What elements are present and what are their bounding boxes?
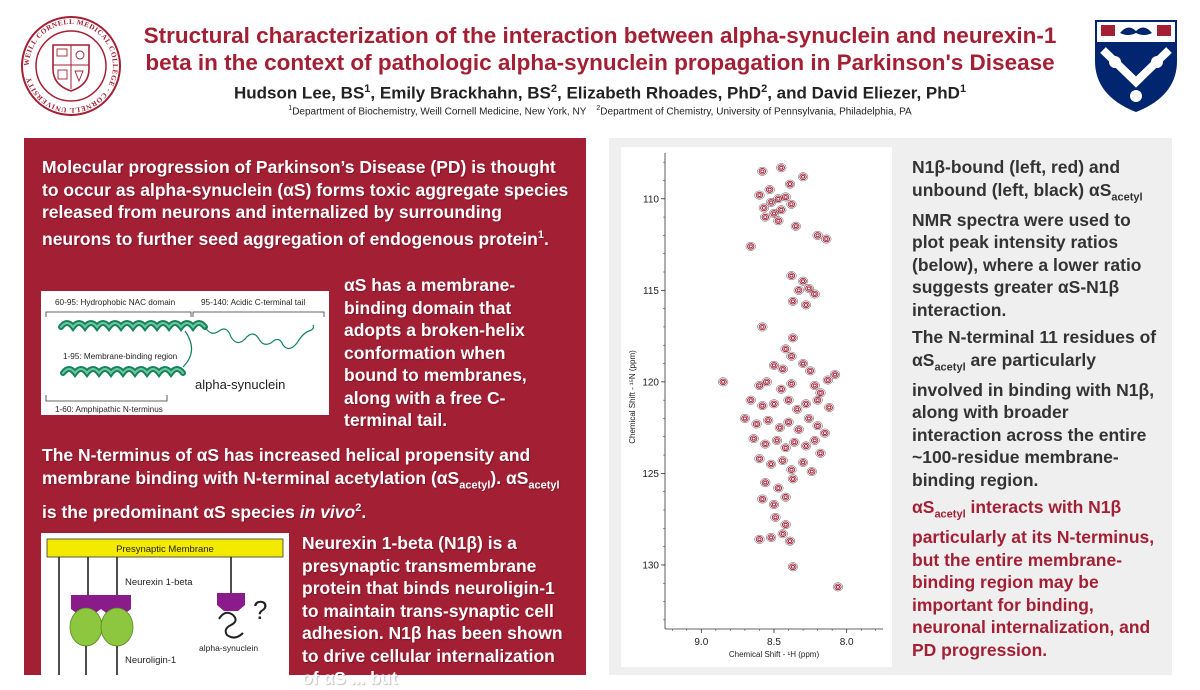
nmr-description-paragraph — [912, 156, 1162, 321]
nmr-text: N1β-bound (left, red) and unbound (left, black) αS — [912, 157, 1121, 200]
nmr-peak — [759, 204, 769, 212]
intro-paragraph — [42, 156, 572, 250]
nmr-peak — [758, 401, 768, 409]
nmr-peak — [769, 361, 779, 369]
nmr-peak — [781, 345, 791, 353]
nmr-peak — [788, 475, 798, 483]
nmr-peak — [781, 193, 791, 201]
nmr-peak — [749, 434, 759, 442]
nmr-peak — [792, 405, 802, 413]
nmr-peak — [775, 423, 785, 431]
author-name: David Eliezer, PhD — [811, 83, 960, 103]
amphipathic-label: 1-60: Amphipathic N-terminus — [55, 405, 163, 414]
asyn-label: alpha-synuclein — [199, 643, 259, 653]
nmr-peak — [810, 381, 820, 389]
nmr-peak — [801, 400, 811, 408]
conclusion-text: αS — [912, 497, 935, 517]
nmr-peak — [801, 442, 811, 450]
nmr-peak — [774, 484, 784, 492]
nmr-peak — [788, 563, 798, 571]
question-mark: ? — [253, 595, 268, 625]
intro-text: Molecular progression of Parkinson’s Disease (PD) is thought to occur as alpha-synuclein (αS) forms toxic aggregate species released from neurons and internalized by surrounding neurons to further seed aggregation of endogenous protein — [42, 157, 569, 249]
nmr-peak — [807, 467, 817, 475]
nmr-peak — [771, 513, 781, 521]
nmr-peak — [785, 180, 795, 188]
acetylation-text: ). αS — [490, 467, 529, 488]
nmr-peak — [813, 396, 823, 404]
nmr-peak — [746, 242, 756, 250]
nmr-peak — [787, 200, 797, 208]
nmr-peak — [774, 217, 784, 225]
nmr-peak — [823, 376, 833, 384]
penn-shield-icon — [1093, 18, 1179, 114]
author-name: Hudson Lee, BS — [233, 83, 365, 103]
poster-header — [0, 0, 1200, 125]
nmr-peak — [820, 429, 830, 437]
author-affil-sup: 1 — [364, 83, 371, 95]
nmr-peak — [752, 420, 762, 428]
nmr-peak — [760, 213, 770, 221]
nmr-peak — [776, 206, 786, 214]
nmr-peak — [774, 195, 784, 203]
nmr-peak — [821, 235, 831, 243]
nmr-peak — [781, 444, 791, 452]
nmr-peak — [787, 352, 797, 360]
acetyl-subscript: acetyl — [1111, 191, 1143, 203]
citation-sup: 2 — [355, 501, 362, 514]
nmr-peak — [740, 414, 750, 422]
acetylation-text: The N-terminus of αS has increased helical propensity and membrane binding with N-terminal acetylation (αS — [42, 445, 531, 488]
nmr-peak — [788, 297, 798, 305]
conclusion-paragraph — [912, 496, 1162, 661]
nmr-peak — [784, 418, 794, 426]
nmr-peak — [787, 466, 797, 474]
y-tick-label: 125 — [642, 468, 659, 480]
acetyl-subscript: acetyl — [934, 361, 966, 373]
nac-domain-label: 60-95: Hydrophobic NAC domain — [55, 298, 176, 307]
nmr-peak — [806, 367, 816, 375]
acetyl-subscript: acetyl — [934, 508, 966, 521]
acetyl-subscript: acetyl — [459, 479, 491, 491]
nmr-peak — [788, 334, 798, 342]
nmr-peak — [769, 209, 779, 217]
nmr-peak — [772, 436, 782, 444]
nmr-peak — [776, 163, 786, 171]
conclusion-text: interacts with N1β particularly at its N-terminus, but the entire membrane-binding region may be important for binding, neuronal internalization, and PD progression. — [912, 497, 1155, 660]
citation-sup: 1 — [537, 228, 544, 241]
author-name: Elizabeth Rhoades, PhD — [566, 83, 762, 103]
nmr-peak — [798, 359, 808, 367]
y-tick-label: 130 — [642, 560, 659, 572]
y-axis-label: Chemical Shift - ¹⁵N (ppm) — [628, 350, 637, 444]
nmr-peak — [785, 537, 795, 545]
nmr-peak — [755, 535, 765, 543]
acetylation-text: is the predominant αS species — [42, 501, 300, 522]
cornell-seal-icon — [20, 15, 122, 117]
results-panel — [609, 138, 1172, 675]
nmr-peak — [810, 290, 820, 298]
author-separator: , — [370, 83, 380, 103]
nmr-peak — [784, 396, 794, 404]
nmr-peak — [801, 301, 811, 309]
nmr-peak — [824, 403, 834, 411]
synapse-diagram-figure — [41, 533, 289, 675]
nmr-peak — [790, 438, 800, 446]
nmr-peak — [791, 222, 801, 230]
nmr-peak — [755, 191, 765, 199]
nmr-peak — [798, 173, 808, 181]
author-list — [130, 78, 1070, 105]
nmr-peak — [778, 365, 788, 373]
affiliation-text: Department of Biochemistry, Weill Cornell Medicine, New York, NY — [292, 106, 587, 118]
x-tick-label: 8.5 — [767, 637, 781, 648]
nmr-peak — [766, 533, 776, 541]
nmr-peak — [769, 400, 779, 408]
nmr-peak — [769, 500, 779, 508]
nmr-peak — [778, 530, 788, 538]
nmr-text: NMR spectra were used to plot peak intensity ratios (below), where a lower ratio suggests greater αS-N1β interaction. — [912, 209, 1142, 320]
nmr-peak — [765, 185, 775, 193]
author-separator: , — [557, 83, 567, 103]
nmr-peak — [787, 271, 797, 279]
acetyl-subscript: acetyl — [528, 479, 560, 491]
acetylation-end: . — [361, 501, 367, 522]
author-name: Emily Brackhahn, BS — [379, 83, 551, 103]
nmr-peak — [787, 379, 797, 387]
nmr-peak — [798, 458, 808, 466]
nmr-peak — [746, 396, 756, 404]
presynaptic-membrane-label: Presynaptic Membrane — [116, 544, 214, 555]
affiliation-num: 2 — [596, 105, 601, 112]
nmr-peak — [758, 167, 768, 175]
protein-name-label: alpha-synuclein — [195, 377, 286, 392]
nmr-peak — [758, 495, 768, 503]
alpha-synuclein-structure-figure — [41, 291, 329, 415]
background-panel — [24, 138, 586, 688]
nmr-peak — [778, 456, 788, 464]
seal-text: WEILL CORNELL MEDICAL COLLEGE · CORNELL UNIVERSITY — [22, 17, 120, 115]
nmr-peak — [810, 436, 820, 444]
nmr-peak — [816, 449, 826, 457]
nmr-peak — [763, 416, 773, 424]
nmr-peak — [781, 493, 791, 501]
nmr-peak — [833, 583, 843, 591]
affiliation-num: 1 — [288, 105, 293, 112]
nmr-peak — [794, 425, 804, 433]
binding-text: are particularly involved in binding with N1β, along with broader interaction across the entire ~100-residue membrane-binding region. — [912, 349, 1155, 490]
nmr-peak — [813, 422, 823, 430]
x-tick-label: 9.0 — [694, 637, 709, 648]
author-affil-sup: 2 — [761, 83, 768, 95]
nmr-peak — [766, 460, 776, 468]
nmr-peak — [760, 478, 770, 486]
nmr-peak — [758, 323, 768, 331]
affiliation-text: Department of Chemistry, University of Pennsylvania, Philadelphia, PA — [600, 106, 912, 118]
nmr-peak — [781, 520, 791, 528]
poster-title: Structural characterization of the interaction between alpha-synuclein and neurexin-1 beta in the context of pathologic alpha-synuclein propagation in Parkinson's Disease — [143, 23, 1057, 75]
nmr-peak — [813, 231, 823, 239]
nmr-peak — [776, 385, 786, 393]
nmr-peak — [794, 286, 804, 294]
nmr-peak — [755, 455, 765, 463]
c-terminal-label: 95-140: Acidic C-terminal tail — [201, 298, 306, 307]
membrane-binding-label: 1-95: Membrane-binding region — [63, 352, 178, 361]
affiliation-list — [130, 103, 1070, 118]
in-vivo-italic: in vivo — [299, 501, 356, 522]
nmr-peak — [798, 277, 808, 285]
author-affil-sup: 2 — [550, 83, 558, 95]
nmr-peak — [755, 381, 765, 389]
binding-text: The N-terminal 11 residues of αS — [912, 327, 1157, 370]
y-tick-label: 110 — [643, 194, 659, 206]
membrane-domain-paragraph: αS has a membrane-binding domain that adopts a broken-helix conformation when bound to membranes, along with a free C-terminal tail. — [344, 275, 527, 430]
author-separator: , and — [767, 83, 812, 103]
neurexin-paragraph: Neurexin 1-beta (N1β) is a presynaptic transmembrane protein that binds neuroligin-1 to maintain trans-synaptic cell adhesion. N1β has been shown to drive cellular internalization of αS ... but — [302, 533, 563, 688]
nmr-peak — [760, 440, 770, 448]
y-tick-label: 115 — [643, 285, 659, 297]
nmr-peak — [718, 378, 728, 386]
nmr-peak — [762, 378, 772, 386]
author-affil-sup: 1 — [959, 83, 967, 95]
intro-end: . — [543, 228, 549, 249]
acetylation-paragraph — [42, 444, 572, 523]
nmr-spectrum-chart — [621, 147, 892, 667]
x-axis-label: Chemical Shift - ¹H (ppm) — [728, 650, 820, 659]
y-tick-label: 120 — [642, 377, 659, 389]
neuroligin-label: Neuroligin-1 — [125, 655, 177, 666]
x-tick-label: 8.0 — [839, 637, 854, 648]
binding-residues-paragraph — [912, 326, 1162, 491]
neurexin-label: Neurexin 1-beta — [125, 577, 193, 588]
nmr-peak — [804, 414, 814, 422]
